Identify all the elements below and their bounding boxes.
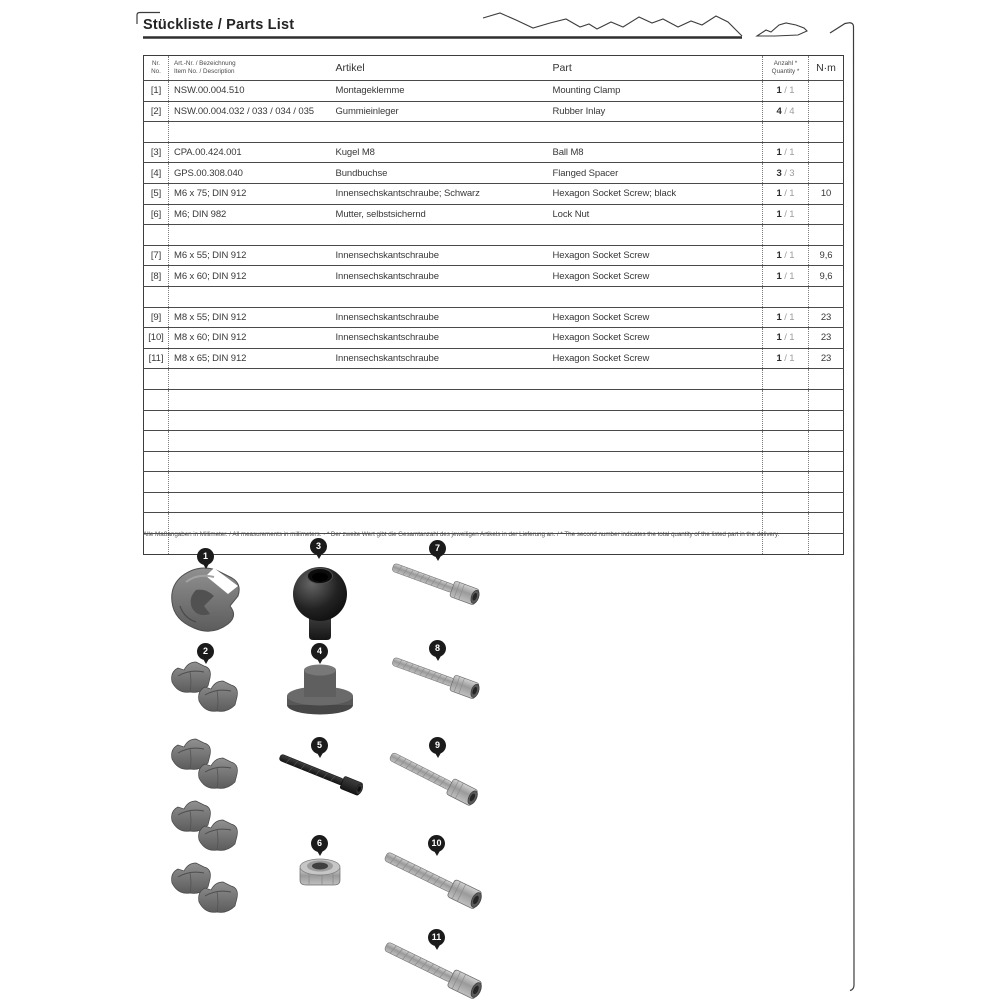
spacer-row	[144, 286, 844, 307]
part-row-col-qty: 1 / 1	[763, 307, 809, 328]
part-row-col-nm	[809, 204, 844, 225]
part-row-col-nr: [4]	[144, 163, 169, 184]
part-row-col-artikel: Kugel M8	[331, 142, 548, 163]
part-row-col-qty: 3 / 3	[763, 163, 809, 184]
part-row-col-qty: 1 / 1	[763, 183, 809, 204]
part-row-col-part: Flanged Spacer	[548, 163, 763, 184]
empty-row-col-nm	[809, 369, 844, 390]
part-row-col-nm: 23	[809, 307, 844, 328]
empty-row-col-nm	[809, 472, 844, 493]
part-row-col-nr: [6]	[144, 204, 169, 225]
empty-row-col-item	[169, 369, 331, 390]
empty-row-col-part	[548, 389, 763, 410]
parts-table-body	[144, 81, 844, 555]
badge-6: 6	[311, 835, 328, 852]
empty-row-col-qty	[763, 369, 809, 390]
part-row-col-nm: 9,6	[809, 245, 844, 266]
part-row-col-nr: [10]	[144, 328, 169, 349]
spacer-row-col-part	[548, 286, 763, 307]
part-row	[144, 204, 844, 225]
empty-row-col-part	[548, 451, 763, 472]
part-row-col-item: NSW.00.004.032 / 033 / 034 / 035	[169, 101, 331, 122]
empty-row-col-qty	[763, 451, 809, 472]
figure-screw-7	[390, 559, 481, 606]
empty-row-col-part	[548, 472, 763, 493]
badge-2: 2	[197, 643, 214, 660]
spacer-row-col-nm	[809, 286, 844, 307]
header-torque: N·m	[809, 56, 844, 81]
part-row-col-item: NSW.00.004.510	[174, 85, 245, 97]
part-row	[144, 328, 844, 349]
empty-row-col-item	[169, 431, 331, 452]
part-row	[144, 81, 844, 102]
part-row	[144, 348, 844, 369]
part-row-col-nm	[809, 101, 844, 122]
spacer-row	[144, 225, 844, 246]
spacer-row-col-qty	[763, 122, 809, 143]
part-row-col-part: Hexagon Socket Screw	[548, 307, 763, 328]
part-row-col-part: Lock Nut	[548, 204, 763, 225]
part-row-col-artikel: Innensechskantschraube	[331, 245, 548, 266]
empty-row-col-nr	[144, 472, 169, 493]
empty-row-col-qty	[763, 431, 809, 452]
empty-row-col-nr	[144, 410, 169, 431]
part-row-col-item: M8 x 60; DIN 912	[169, 328, 331, 349]
empty-row-col-qty	[763, 472, 809, 493]
header-nr: Nr. No.	[144, 56, 169, 81]
part-row-col-item: M6 x 55; DIN 912	[169, 245, 331, 266]
part-row-col-nr: [7]	[144, 245, 169, 266]
empty-row-col-part	[548, 410, 763, 431]
part-row-col-item: M6; DIN 982	[169, 204, 331, 225]
footnote: Alle Maßangaben in Millimeter. / All measurements in millimeters. · * Der zweite Wert gibt die Gesamtanzahl des jeweiligen Artikels in der Lieferung an. / * The second number indicates the total quantity of the listed part in the delivery.	[143, 531, 780, 538]
part-row-col-qty: 1 / 1	[763, 81, 809, 102]
empty-row-col-artikel	[331, 472, 548, 493]
empty-row-col-item	[169, 492, 331, 513]
part-row-col-item: M6 x 60; DIN 912	[169, 266, 331, 287]
empty-row	[144, 492, 844, 513]
badge-8: 8	[429, 640, 446, 657]
empty-row	[144, 472, 844, 493]
spacer-row-col-part	[548, 225, 763, 246]
figure-lock-nut	[300, 859, 340, 885]
badge-7: 7	[429, 540, 446, 557]
part-row-col-nm	[809, 142, 844, 163]
part-row-col-nm: 9,6	[809, 266, 844, 287]
part-row-col-artikel: Bundbuchse	[331, 163, 548, 184]
empty-row-col-part	[548, 492, 763, 513]
part-illustrations	[140, 538, 540, 1000]
part-row-col-nr: [3]	[144, 142, 169, 163]
header-quantity: Anzahl * Quantity *	[763, 56, 809, 81]
empty-row-col-artikel	[331, 410, 548, 431]
empty-row-col-qty	[763, 389, 809, 410]
part-row-col-artikel: Innensechskantschraube	[331, 348, 548, 369]
part-row-col-qty: 1 / 1	[763, 204, 809, 225]
spacer-row-col-artikel	[331, 122, 548, 143]
empty-row-col-nr	[144, 369, 169, 390]
empty-row-col-nr	[144, 431, 169, 452]
part-row-col-nm: 10	[809, 183, 844, 204]
part-row-col-part: Hexagon Socket Screw	[548, 266, 763, 287]
part-row-col-nm	[809, 163, 844, 184]
part-row	[144, 245, 844, 266]
part-row-col-part: Rubber Inlay	[548, 101, 763, 122]
empty-row-col-nm	[809, 389, 844, 410]
badge-11: 11	[428, 929, 445, 946]
empty-row	[144, 431, 844, 452]
header-part: Part	[548, 56, 763, 81]
empty-row	[144, 451, 844, 472]
badge-9: 9	[429, 737, 446, 754]
figure-flanged-spacer	[287, 665, 353, 715]
part-row-col-item: GPS.00.308.040	[169, 163, 331, 184]
parts-table	[143, 55, 844, 555]
part-row-col-artikel: Montageklemme	[335, 85, 405, 97]
empty-row-col-qty	[763, 410, 809, 431]
part-row-col-qty: 4 / 4	[763, 101, 809, 122]
part-row-col-part: Hexagon Socket Screw; black	[548, 183, 763, 204]
part-row-col-item: M8 x 55; DIN 912	[169, 307, 331, 328]
part-row-col-artikel: Gummieinleger	[331, 101, 548, 122]
spacer-row-col-artikel	[331, 286, 548, 307]
spacer-row-col-nr	[144, 286, 169, 307]
empty-row-col-item	[169, 451, 331, 472]
part-row-col-artikel: Innensechskantschraube	[331, 328, 548, 349]
part-row	[144, 101, 844, 122]
empty-row-col-nm	[809, 410, 844, 431]
part-row-col-nr: [5]	[144, 183, 169, 204]
spacer-row-col-nr	[144, 122, 169, 143]
empty-row-col-qty	[763, 492, 809, 513]
header-item-no: Art.-Nr. / Bezeichnung Item No. / Description	[169, 56, 331, 81]
spacer-row-col-qty	[763, 225, 809, 246]
spacer-row	[144, 122, 844, 143]
part-row-col-artikel: Mutter, selbstsichernd	[331, 204, 548, 225]
part-row-col-artikel: Innensechskantschraube; Schwarz	[331, 183, 548, 204]
spacer-row-col-nm	[809, 225, 844, 246]
empty-row-col-nr	[144, 492, 169, 513]
spacer-row-col-item	[169, 286, 331, 307]
part-row	[144, 163, 844, 184]
part-row-col-nm: 23	[809, 348, 844, 369]
empty-row-col-nm	[809, 431, 844, 452]
empty-row-col-item	[169, 410, 331, 431]
spacer-row-col-nr	[144, 225, 169, 246]
empty-row-col-nr	[144, 451, 169, 472]
part-row-col-part: Hexagon Socket Screw	[548, 328, 763, 349]
part-row-col-item: M8 x 65; DIN 912	[169, 348, 331, 369]
empty-row-col-part	[548, 369, 763, 390]
header-artikel: Artikel	[331, 56, 548, 81]
part-row	[144, 142, 844, 163]
badge-5: 5	[311, 737, 328, 754]
badge-4: 4	[311, 643, 328, 660]
empty-row-col-artikel	[331, 389, 548, 410]
spacer-row-col-item	[169, 122, 331, 143]
empty-row	[144, 369, 844, 390]
part-row-col-part: Hexagon Socket Screw	[548, 245, 763, 266]
part-row-col-qty: 1 / 1	[763, 245, 809, 266]
spacer-row-col-item	[169, 225, 331, 246]
part-row-col-qty: 1 / 1	[763, 328, 809, 349]
empty-row-col-artikel	[331, 431, 548, 452]
part-row-col-nm	[809, 81, 844, 102]
part-row-col-item: M6 x 75; DIN 912	[169, 183, 331, 204]
part-row-col-nr: [8]	[144, 266, 169, 287]
spacer-row-col-nm	[809, 122, 844, 143]
part-row-col-part: Hexagon Socket Screw	[548, 348, 763, 369]
empty-row	[144, 389, 844, 410]
table-header-row	[144, 56, 844, 81]
part-row-col-qty: 1 / 1	[763, 142, 809, 163]
part-row	[144, 266, 844, 287]
part-row-col-nm: 23	[809, 328, 844, 349]
badge-10: 10	[428, 835, 445, 852]
empty-row-col-item	[169, 389, 331, 410]
spacer-row-col-part	[548, 122, 763, 143]
part-row-col-item: CPA.00.424.001	[169, 142, 331, 163]
part-row-col-artikel: Innensechskantschraube	[331, 266, 548, 287]
part-row-col-part: Ball M8	[548, 142, 763, 163]
badge-3: 3	[310, 538, 327, 555]
page-title: Stückliste / Parts List	[143, 17, 295, 33]
part-row-col-nr: [11]	[144, 348, 169, 369]
part-row-col-qty: 1 / 1	[763, 266, 809, 287]
part-row-col-nr: [9]	[144, 307, 169, 328]
empty-row-col-artikel	[331, 492, 548, 513]
figure-rubber-inlays	[172, 662, 238, 912]
empty-row-col-item	[169, 472, 331, 493]
spacer-row-col-qty	[763, 286, 809, 307]
part-row	[144, 307, 844, 328]
empty-row-col-nm	[809, 451, 844, 472]
part-row-col-nr: [2]	[144, 101, 169, 122]
badge-1: 1	[197, 548, 214, 565]
empty-row-col-artikel	[331, 451, 548, 472]
empty-row-col-nr	[144, 389, 169, 410]
part-row-col-artikel: Innensechskantschraube	[331, 307, 548, 328]
empty-row-col-part	[548, 431, 763, 452]
part-row-col-nr: [1]	[144, 81, 169, 102]
empty-row-col-artikel	[331, 369, 548, 390]
figure-ball-m8	[293, 567, 347, 640]
spacer-row-col-artikel	[331, 225, 548, 246]
empty-row-col-nm	[809, 492, 844, 513]
figure-mounting-clamp	[172, 568, 239, 631]
part-row-col-part: Mounting Clamp	[552, 85, 621, 97]
empty-row	[144, 410, 844, 431]
part-row-col-qty: 1 / 1	[763, 348, 809, 369]
part-row	[144, 183, 844, 204]
